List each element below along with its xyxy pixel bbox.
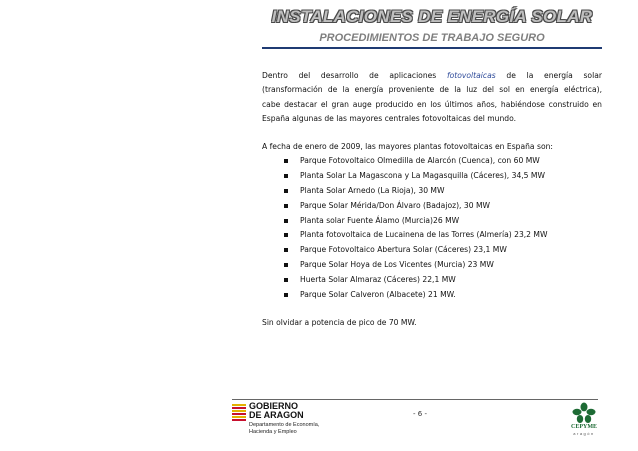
gov-logo-line1: GOBIERNO: [249, 401, 299, 411]
gov-logo-department: [249, 422, 319, 435]
paragraph-gap: [262, 302, 602, 316]
list-item: Huerta Solar Almaraz (Cáceres) 22,1 MW: [284, 273, 602, 288]
closing-line: Sin olvidar a potencia de pico de 70 MW.: [262, 318, 417, 328]
gov-dept-line1: Departamento de Economía,: [249, 422, 320, 428]
header-title: INSTALACIONES DE ENERGÍA SOLAR: [271, 7, 593, 26]
gov-logo-name: [249, 402, 304, 420]
list-item: Parque Solar Hoya de Los Vicentes (Murcia) 23 MW: [284, 258, 602, 273]
intro-line-3: cabe destacar el gran auge producido en los últimos años, habiéndose construido en: [262, 99, 602, 109]
list-item: Parque Solar Calveron (Albacete) 21 MW.: [284, 288, 602, 303]
list-item: Parque Solar Mérida/Don Álvaro (Badajoz), 30 MW: [284, 199, 602, 214]
cepyme-logo: [566, 402, 602, 442]
list-intro: A fecha de enero de 2009, las mayores plantas fotovoltaicas en España son:: [262, 142, 553, 152]
header-divider: [262, 47, 602, 49]
aragon-flag-icon: [232, 404, 246, 421]
header-subtitle: PROCEDIMIENTOS DE TRABAJO SEGURO: [319, 32, 545, 44]
document-body: [262, 69, 602, 331]
list-item: Planta fotovoltaica de Lucainena de las Torres (Almería) 23,2 MW: [284, 228, 602, 243]
list-item: Planta Solar La Magascona y La Magasquilla (Cáceres), 34,5 MW: [284, 169, 602, 184]
plants-list: [262, 154, 602, 302]
footer-divider: [232, 399, 598, 400]
list-item: Planta Solar Arnedo (La Rioja), 30 MW: [284, 184, 602, 199]
cepyme-logo-name: CEPYME: [571, 424, 597, 430]
list-item: Parque Fotovoltaico Abertura Solar (Cáceres) 23,1 MW: [284, 243, 602, 258]
page-number: - 6 -: [413, 410, 427, 418]
page-header: [262, 6, 602, 45]
intro-keyword: fotovoltaicas: [446, 71, 496, 80]
paragraph-gap: [262, 126, 602, 140]
list-item: Planta solar Fuente Álamo (Murcia)26 MW: [284, 214, 602, 229]
cepyme-logo-region: aragón: [573, 431, 595, 436]
list-item: Parque Fotovoltaico Olmedilla de Alarcón (Cuenca), con 60 MW: [284, 154, 602, 169]
cepyme-emblem-icon: [572, 402, 596, 424]
gov-logo-line2: DE ARAGON: [249, 410, 304, 420]
gov-dept-line2: Hacienda y Empleo: [249, 428, 297, 435]
intro-line-1: [262, 69, 602, 83]
intro-text-before: Dentro del desarrollo de aplicaciones: [262, 71, 437, 80]
intro-line-2: (transformación de la energía proveniente de la luz del sol en energía eléctrica),: [262, 85, 602, 95]
intro-line-4: España algunas de las mayores centrales fotovoltaicas del mundo.: [262, 113, 517, 123]
gobierno-aragon-logo: [232, 401, 342, 437]
intro-text-after: de la energía solar: [506, 71, 602, 80]
